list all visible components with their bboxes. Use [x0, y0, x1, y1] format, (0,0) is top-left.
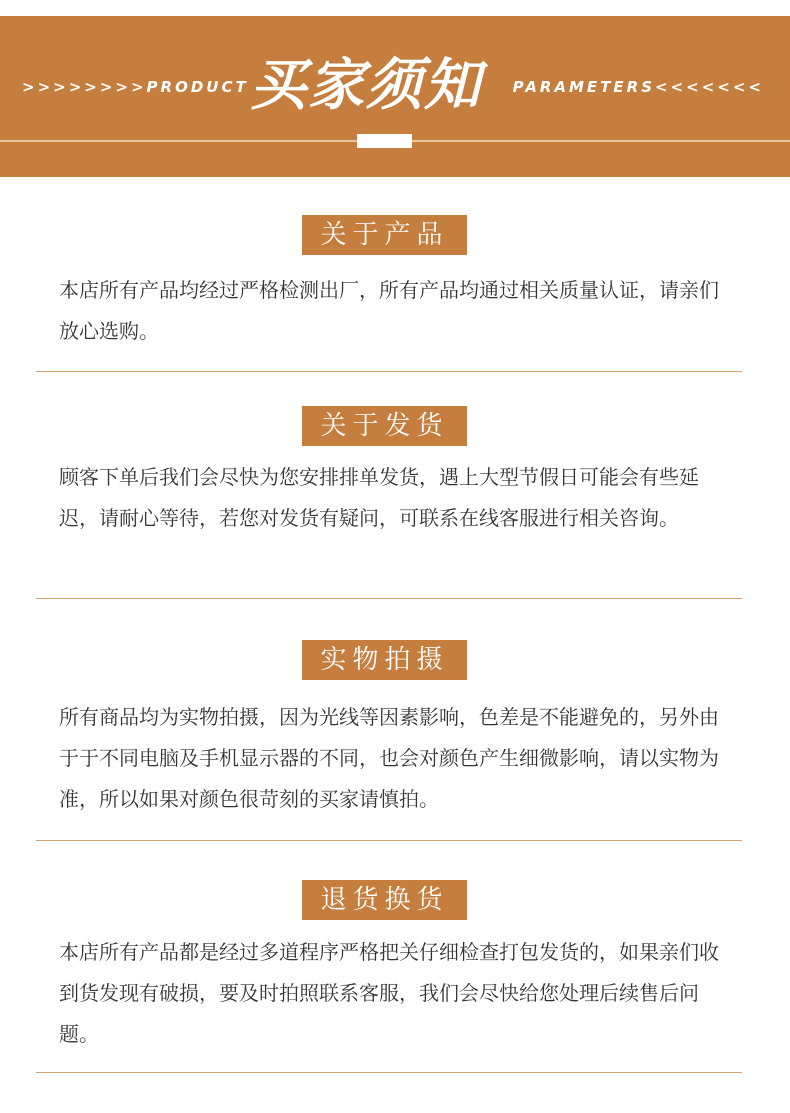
section-tag: 实物拍摄 [302, 640, 467, 680]
header-banner [0, 16, 790, 177]
section-tag: 关于产品 [302, 215, 467, 255]
header-accent-bar [357, 134, 412, 148]
page-title: 买家须知 [250, 53, 482, 118]
section-divider [36, 1072, 742, 1073]
header-left-text: >>>>>>>>PRODUCT [22, 78, 249, 96]
section-text: 顾客下单后我们会尽快为您安排排单发货，遇上大型节假日可能会有些延迟，请耐心等待，若您对发货有疑问，可联系在线客服进行相关咨询。 [59, 465, 699, 530]
header-right-text: PARAMETERS<<<<<<< [512, 78, 764, 96]
section-tag: 关于发货 [302, 406, 467, 446]
section-divider [36, 840, 742, 841]
section-text: 所有商品均为实物拍摄，因为光线等因素影响，色差是不能避免的，另外由于于不同电脑及手机显示器的不同，也会对颜色产生细微影响，请以实物为准，所以如果对颜色很苛刻的买家请慎拍。 [59, 705, 719, 811]
section-divider [36, 371, 742, 372]
section-divider [36, 598, 742, 599]
section-text: 本店所有产品均经过严格检测出厂，所有产品均通过相关质量认证，请亲们放心选购。 [59, 278, 719, 343]
section-text: 本店所有产品都是经过多道程序严格把关仔细检查打包发货的，如果亲们收到货发现有破损，要及时拍照联系客服，我们会尽快给您处理后续售后问题。 [59, 940, 719, 1046]
section-tag: 退货换货 [302, 880, 467, 920]
